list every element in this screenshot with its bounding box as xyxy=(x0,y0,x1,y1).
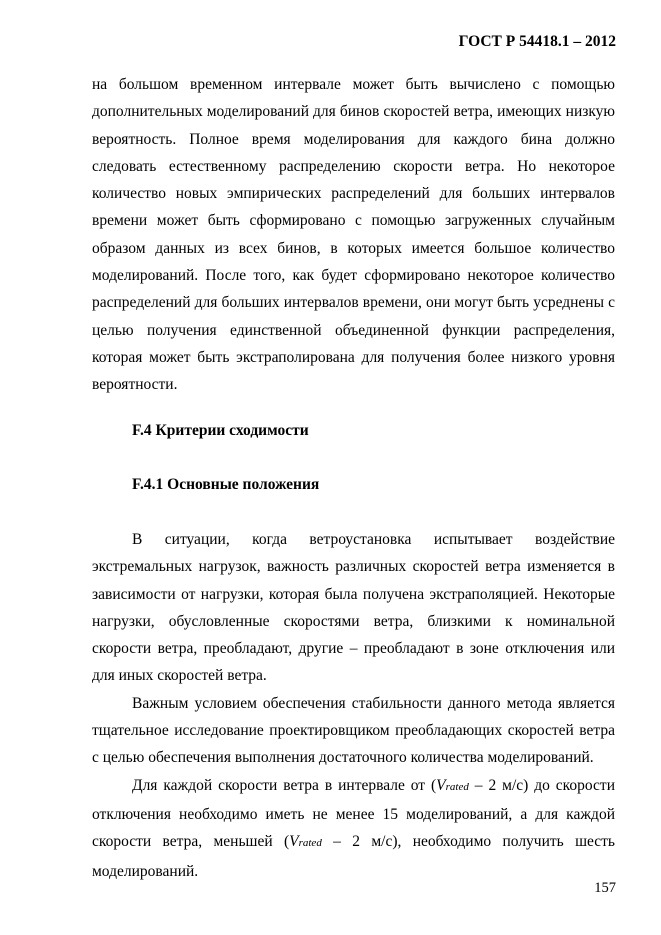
rated-subscript-1: rated xyxy=(445,780,469,793)
paragraph-4 xyxy=(92,772,615,885)
body-text-block xyxy=(92,526,615,885)
v-rated-symbol-2: V xyxy=(289,833,299,851)
paragraph-4-part-b: – 2 м/с) до скорости отключения необходимо иметь не менее 15 моделирований, а для каждой скорости ветра, меньшей ( xyxy=(92,776,615,851)
paragraph-1-block xyxy=(92,71,615,399)
paragraph-4-part-c: – 2 м/с), необходимо получить шесть моделирований. xyxy=(92,833,615,880)
paragraph-1: на большом временном интервале может быть вычислено с помощью дополнительных моделирований для бинов скоростей ветра, имеющих низкую вероятность. Полное время моделирования для каждого бина должно следовать естественному распределению скорости ветра. Но некоторое количество новых эмпирических распределений для больших интервалов времени может быть сформировано с помощью загруженных случайным образом данных из всех бинов, в которых имеется большое количество моделирований. После того, как будет сформировано некоторое количество распределений для больших интервалов времени, они могут быть усреднены с целью получения единственной объединенной функции распределения, которая может быть экстраполирована для получения более низкого уровня вероятности. xyxy=(92,76,615,394)
paragraph-4-part-a: Для каждой скорости ветра в интервале от ( xyxy=(132,776,437,794)
paragraph-2: В ситуации, когда ветроустановка испытывает воздействие экстремальных нагрузок, важность различных скоростей ветра изменяется в зависимости от нагрузки, которая была получена экстраполяцией. Некоторые нагрузки, обусловленные скоростями ветра, близкими к номинальной скорости ветра, преобладают, другие – преобладают в зоне отключения или для иных скоростей ветра. xyxy=(92,531,615,685)
section-heading-f4: F.4 Критерии сходимости xyxy=(132,422,309,439)
rated-subscript-2: rated xyxy=(298,837,322,850)
document-header: ГОСТ Р 54418.1 – 2012 xyxy=(458,33,616,50)
section-heading-f4-1: F.4.1 Основные положения xyxy=(132,476,320,493)
v-rated-symbol-1: V xyxy=(436,776,446,794)
page-number: 157 xyxy=(594,880,616,896)
paragraph-3: Важным условием обеспечения стабильности данного метода является тщательное исследование проектировщиком преобладающих скоростей ветра с целью обеспечения выполнения достаточного количества моделирований. xyxy=(92,694,615,767)
